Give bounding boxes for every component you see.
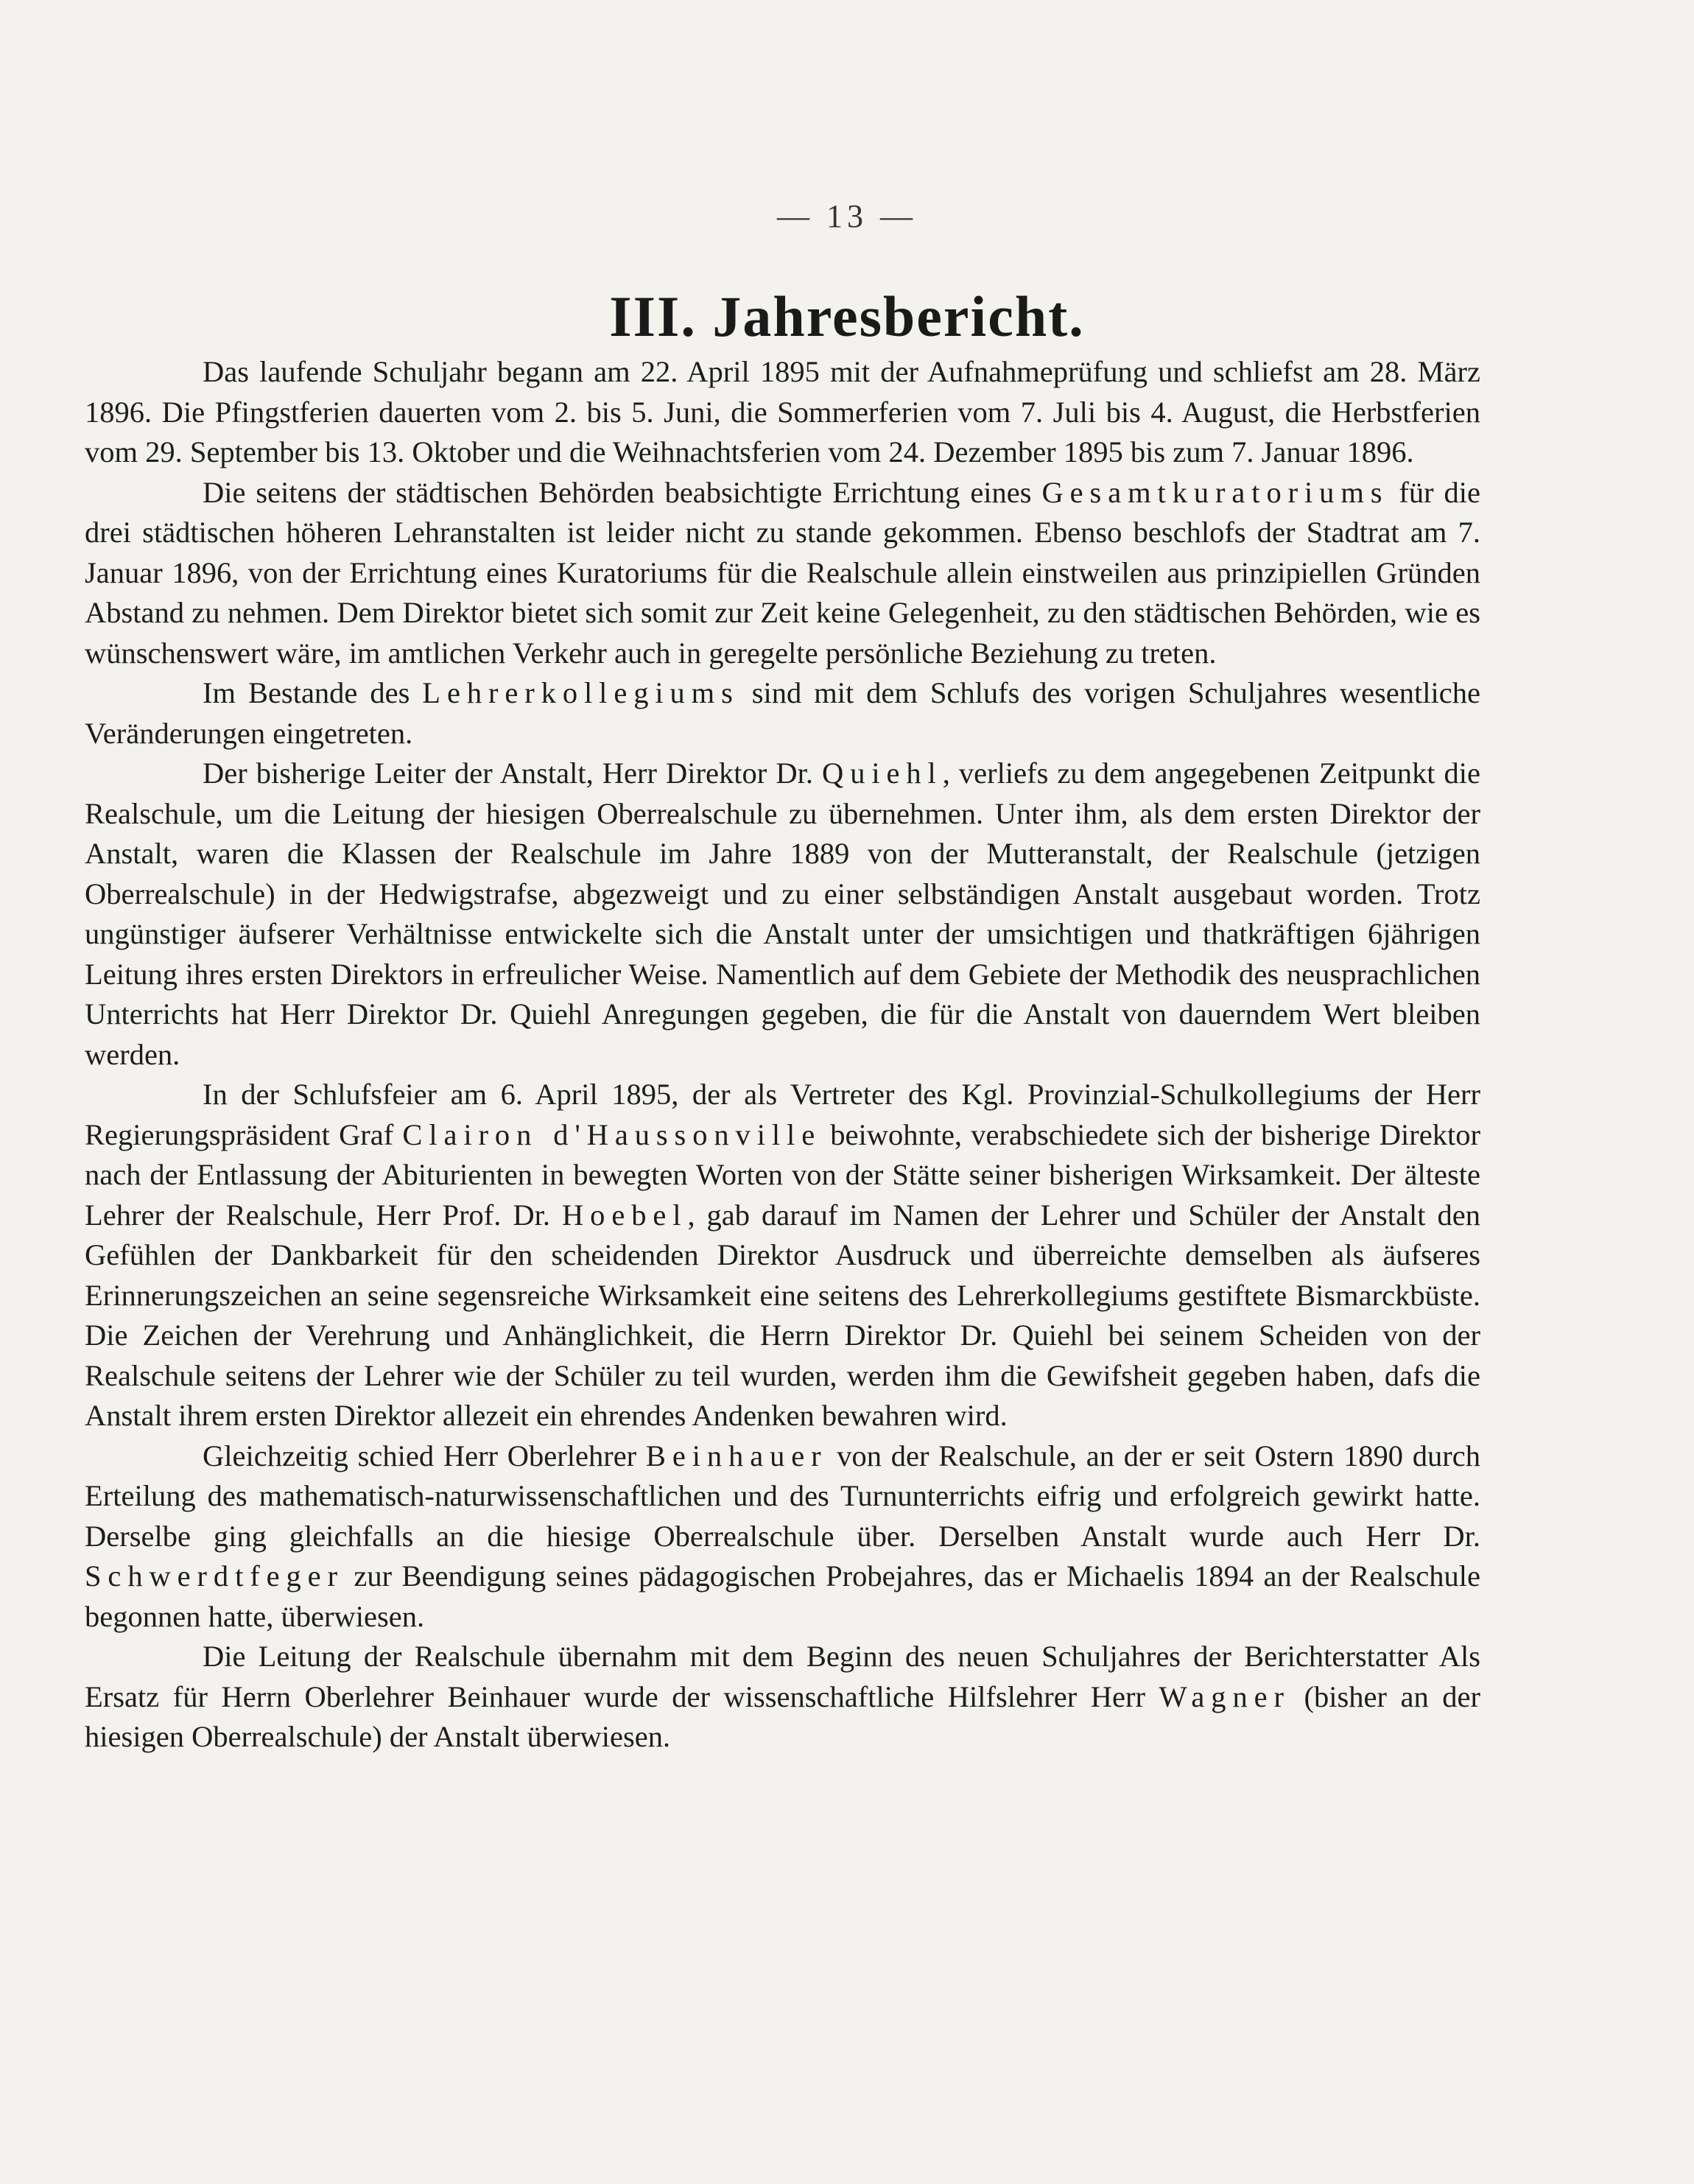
text-run: Das laufende Schuljahr begann am 22. April 1895 mit der Aufnahmeprüfung und schliefst am 28. März 1896. Die Pfingstferien dauerten vom 2. bis 5. Juni, die Sommerferien vom 7. Juli bis 4. August, die Herbstferien vom 29. September bis 13. Oktober und die Weihnachtsferien vom 24. Dezember 1895 bis zum 7. Januar 1896. bbox=[85, 355, 1480, 468]
paragraph-director-quiehl bbox=[85, 754, 1480, 1075]
text-run: , verliefs zu dem angegebenen Zeitpunkt die Realschule, um die Leitung der hiesigen Oberrealschule zu übernehmen. Unter ihm, als dem ersten Direktor der Anstalt, waren die Klassen der Realschule im Jahre 1889 von der Mutteranstalt, der Realschule (jetzigen Oberrealschule) in der Hedwigstrafse, abgezweigt und zu einer selbständigen Anstalt ausgebaut worden. Trotz ungünstiger äufserer Verhältnisse entwickelte sich die Anstalt unter der umsichtigen und thatkräftigen 6jährigen Leitung ihres ersten Direktors in erfreulicher Weise. Namentlich auf dem Gebiete der Methodik des neusprachlichen Unterrichts hat Herr Direktor Dr. Quiehl Anregungen gegeben, die für die Anstalt von dauerndem Wert bleiben werden. bbox=[85, 756, 1480, 1071]
text-run: sind mit dem Schlufs des vorigen Schuljahres wesentliche Veränderungen eingetreten. bbox=[85, 676, 1480, 750]
page-number: — 13 — bbox=[777, 198, 917, 234]
text-run: für die drei städtischen höheren Lehranstalten ist leider nicht zu stande gekommen. Ebenso beschlofs der Stadtrat am 7. Januar 1896, von der Errichtung eines Kuratoriums für die Realschule allein einstweilen aus prinzipiellen Gründen Abstand zu nehmen. Dem Direktor bietet sich somit zur Zeit keine Gelegenheit, zu den städtischen Behörden, wie es wünschenswert wäre, im amtlichen Verkehr auch in geregelte persönliche Beziehung zu treten. bbox=[85, 475, 1481, 670]
paragraph-lehrerkollegium bbox=[85, 673, 1480, 754]
section-title: III. Jahresbericht. bbox=[609, 284, 1085, 348]
text-run: von der Realschule, an der er seit Ostern 1890 durch Erteilung des mathematisch-naturwissenschaftlichen und des Turnunterrichts eifrig und erfolgreich gewirkt hatte. Derselbe ging gleichfalls an die hiesige Oberrealschule über. Derselben Anstalt wurde auch Herr Dr. bbox=[85, 1439, 1480, 1553]
spaced-term: Gesamtkuratoriums bbox=[1041, 475, 1389, 509]
text-run: Gleichzeitig schied Herr Oberlehrer bbox=[203, 1439, 646, 1472]
paragraph-school-year bbox=[85, 352, 1480, 473]
text-run: Die Leitung der Realschule übernahm mit dem Beginn des neuen Schuljahres der Berichterstatter Als Ersatz für Herrn Oberlehrer Beinhauer wurde der wissenschaftliche Hilfslehrer Herr bbox=[85, 1640, 1480, 1713]
paragraph-leitung bbox=[85, 1637, 1480, 1758]
paragraph-beinhauer bbox=[85, 1436, 1480, 1637]
text-run: In der Schlufsfeier am 6. April 1895, der als Vertreter des Kgl. Provinzial-Schulkollegiums der Herr Regierungspräsident Graf bbox=[85, 1078, 1480, 1151]
text-run: , gab darauf im Namen der Lehrer und Schüler der Anstalt den Gefühlen der Dankbarkeit für den scheidenden Direktor Ausdruck und überreichte demselben als äufseres Erinnerungszeichen an seine segensreiche Wirksamkeit eine seitens des Lehrerkollegiums gestiftete Bismarckbüste. Die Zeichen der Verehrung und Anhänglichkeit, die Herrn Direktor Dr. Quiehl bei seinem Scheiden von der Realschule seitens der Lehrer wie der Schüler zu teil wurden, werden ihm die Gewifsheit gegeben haben, dafs die Anstalt ihrem ersten Direktor allezeit ein ehrendes Andenken bewahren wird. bbox=[85, 1198, 1480, 1432]
spaced-name: Hoebel bbox=[562, 1198, 688, 1232]
text-run: Der bisherige Leiter der Anstalt, Herr Direktor Dr. bbox=[203, 756, 823, 790]
spaced-name: Beinhauer bbox=[645, 1439, 828, 1472]
text-run: zur Beendigung seines pädagogischen Probejahres, das er Michaelis 1894 an der Realschule begonnen hatte, überwiesen. bbox=[85, 1559, 1480, 1633]
paragraph-schlussfeier bbox=[85, 1075, 1480, 1436]
spaced-term: Lehrerkollegiums bbox=[422, 676, 739, 709]
spaced-name: Schwerdtfeger bbox=[85, 1559, 344, 1593]
text-run: (bisher an der hiesigen Oberrealschule) der Anstalt überwiesen. bbox=[85, 1679, 1480, 1753]
text-run: Im Bestande des bbox=[203, 676, 423, 709]
paragraph-kuratorium bbox=[85, 473, 1480, 674]
text-run: beiwohnte, verabschiedete sich der bisherige Direktor nach der Entlassung der Abiturienten in bewegten Worten von der Stätte seiner bisherigen Wirksamkeit. Der älteste Lehrer der Realschule, Herr Prof. Dr. bbox=[85, 1117, 1480, 1232]
spaced-name: Quiehl bbox=[822, 756, 943, 790]
spaced-name: Wagner bbox=[1159, 1679, 1290, 1713]
spaced-name: Clairon d'Haussonville bbox=[402, 1117, 822, 1151]
body-text bbox=[85, 352, 1480, 1758]
text-run: Die seitens der städtischen Behörden beabsichtigte Errichtung eines bbox=[203, 475, 1042, 509]
